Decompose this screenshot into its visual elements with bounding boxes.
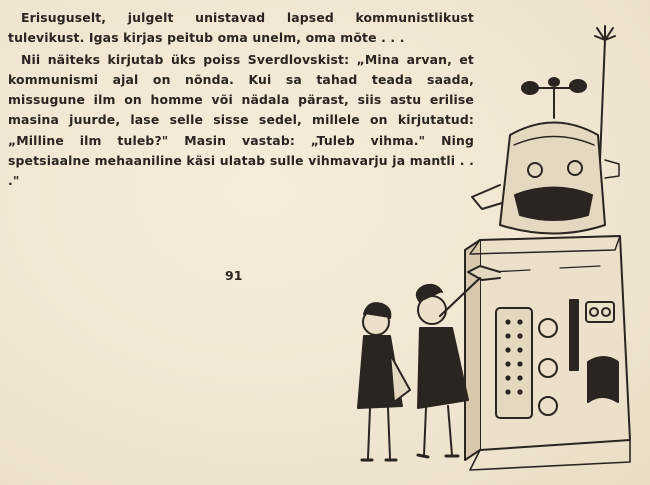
page-number: 91 [225, 268, 243, 283]
paragraph-2: Nii näiteks kirjutab üks poiss Sverdlovskist: „Mina arvan, et kommunismi ajal on nõnda. Kui sa tahad teada saada, missugune ilm on homme või nädala pärast, siis astu erilise masina juurde, lase selle sisse sedel, millele on kirjutatud: „Milline ilm tuleb?" Masin vastab: „Tuleb vihma." Ning spetsiaalne mehaaniline käsi ulatab sulle vihmavarju ja mantli . . ." [8, 51, 474, 189]
robot-head [472, 123, 619, 234]
paragraph-1: Erisuguselt, julgelt unistavad lapsed kommunistlikust tulevikust. Igas kirjas peitub oma unelm, oma mõte . . . [8, 10, 474, 46]
small-girl [358, 303, 410, 460]
weather-robot-illustration [330, 10, 650, 485]
anemometer [522, 78, 586, 118]
